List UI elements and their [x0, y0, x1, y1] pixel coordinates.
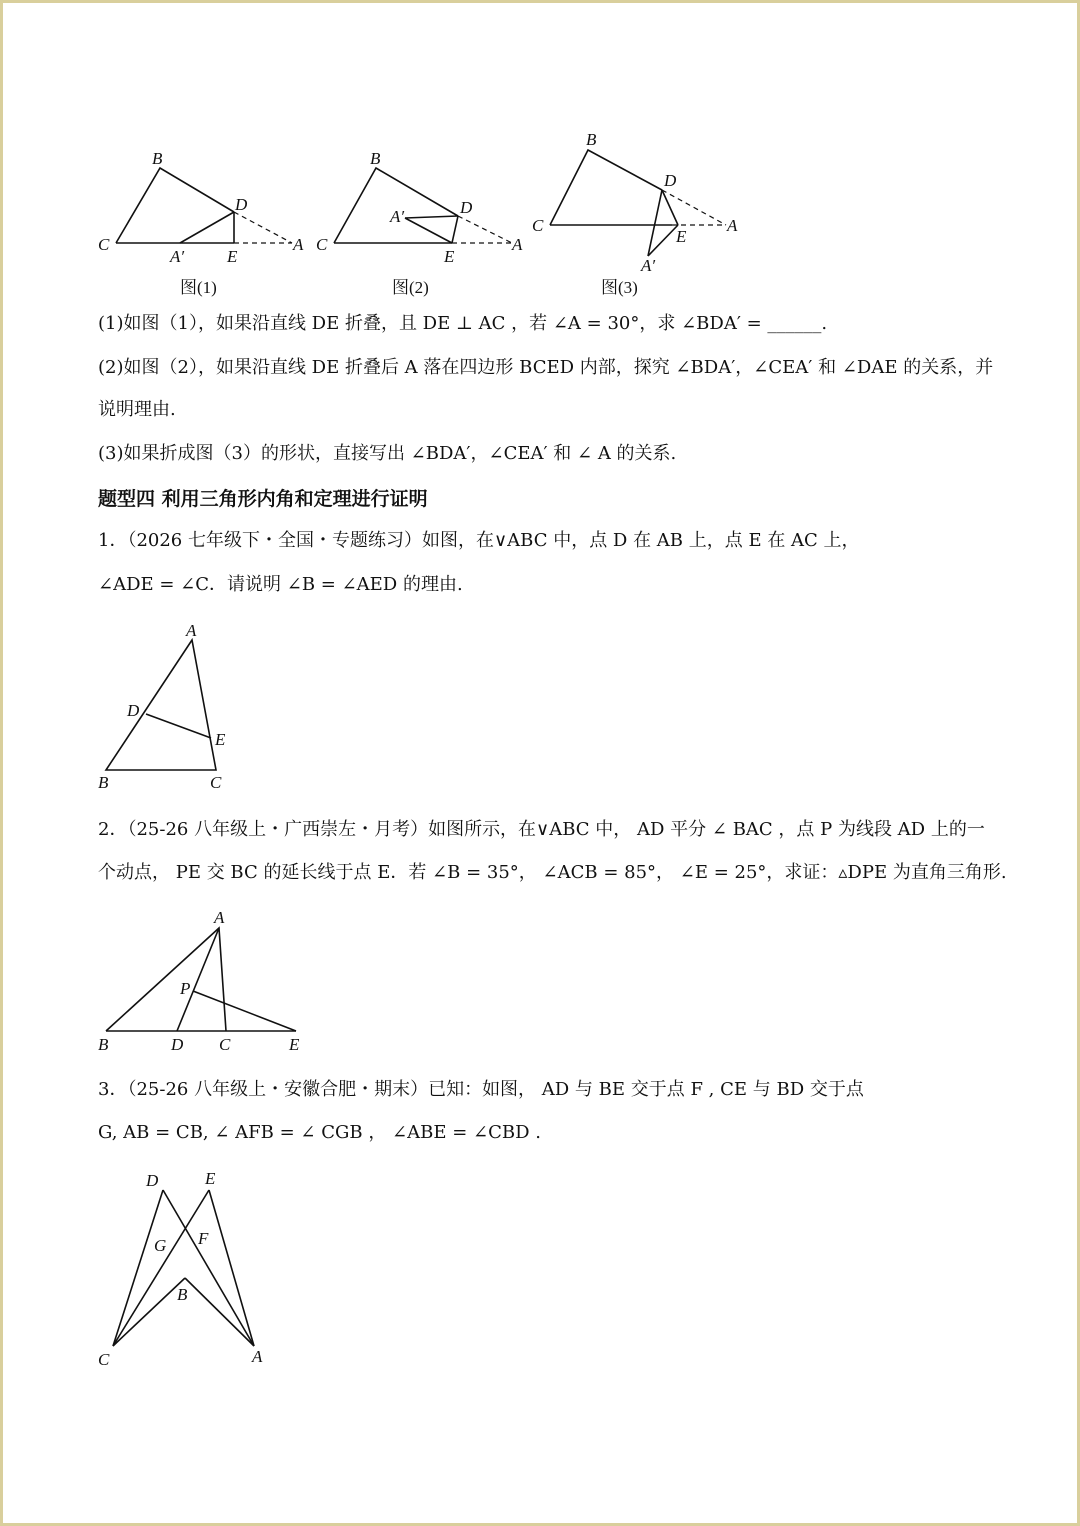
label-C: C — [532, 216, 544, 235]
label-A: A — [293, 235, 304, 254]
section-title: 题型四 利用三角形内角和定理进行证明 — [98, 488, 428, 510]
q3-text: 3．（25-26 八年级上・安徽合肥・期末）已知：如图， AD 与 BE 交于点 F , CE 与 BD 交于点 — [98, 1079, 864, 1100]
figure-2 — [316, 149, 523, 297]
label-B: B — [177, 1285, 188, 1304]
q1-text-cont: ∠ADE = ∠C．请说明 ∠B = ∠AED 的理由. — [98, 574, 463, 595]
label-B: B — [98, 1035, 109, 1054]
label-A: A — [214, 908, 225, 927]
label-D: D — [460, 198, 473, 217]
label-A-prime: A′ — [170, 247, 185, 266]
figure-1 — [98, 149, 304, 297]
label-D: D — [127, 701, 140, 720]
label-E: E — [205, 1169, 216, 1188]
label-C: C — [210, 773, 222, 792]
label-P: P — [180, 979, 191, 998]
label-F: F — [198, 1229, 209, 1248]
caption-fig1: 图(1) — [180, 278, 217, 297]
caption-fig2: 图(2) — [392, 278, 429, 297]
label-D: D — [171, 1035, 184, 1054]
q2-text-cont: 个动点， PE 交 BC 的延长线于点 E．若 ∠B = 35°， ∠ACB = 85°， ∠E = 25°，求证：▵DPE 为直角三角形. — [98, 862, 1007, 883]
label-D: D — [664, 171, 677, 190]
label-D: D — [235, 195, 248, 214]
label-A-prime: A′ — [641, 256, 656, 275]
label-E: E — [676, 227, 687, 246]
label-D: D — [146, 1171, 159, 1190]
figure-3 — [532, 130, 738, 297]
label-B: B — [98, 773, 109, 792]
label-C: C — [316, 235, 328, 254]
label-E: E — [227, 247, 238, 266]
label-A: A — [512, 235, 523, 254]
q3-text-cont: G, AB = CB, ∠ AFB = ∠ CGB ， ∠ABE = ∠CBD . — [98, 1122, 541, 1143]
q2-text: 2．（25-26 八年级上・广西崇左・月考）如图所示，在∨ABC 中， AD 平分 ∠ BAC ，点 P 为线段 AD 上的一 — [98, 819, 985, 840]
label-C: C — [219, 1035, 231, 1054]
label-C: C — [98, 1350, 110, 1369]
prev-question-part1: (1)如图（1），如果沿直线 DE 折叠，且 DE ⊥ AC ，若 ∠A = 30°，求 ∠BDA′ = ______. — [98, 313, 828, 334]
prev-question-part2: (2)如图（2），如果沿直线 DE 折叠后 A 落在四边形 BCED 内部，探究 ∠BDA′，∠CEA′ 和 ∠DAE 的关系，并 — [98, 357, 994, 378]
q1-text: 1．（2026 七年级下・全国・专题练习）如图，在∨ABC 中，点 D 在 AB 上，点 E 在 AC 上， — [98, 530, 860, 551]
fold-figures — [0, 0, 1080, 310]
label-B: B — [370, 149, 381, 168]
caption-fig3: 图(3) — [601, 278, 638, 297]
label-A: A — [186, 621, 197, 640]
label-B: B — [586, 130, 597, 149]
label-G: G — [154, 1236, 167, 1255]
label-A-prime: A′ — [390, 207, 405, 226]
prev-question-part3: (3)如果折成图（3）的形状，直接写出 ∠BDA′，∠CEA′ 和 ∠ A 的关系. — [98, 443, 677, 464]
label-B: B — [152, 149, 163, 168]
label-E: E — [289, 1035, 300, 1054]
prev-question-part2-cont: 说明理由. — [98, 399, 176, 420]
label-E: E — [444, 247, 455, 266]
label-E: E — [215, 730, 226, 749]
label-A: A — [252, 1347, 263, 1366]
label-A: A — [727, 216, 738, 235]
label-C: C — [98, 235, 110, 254]
